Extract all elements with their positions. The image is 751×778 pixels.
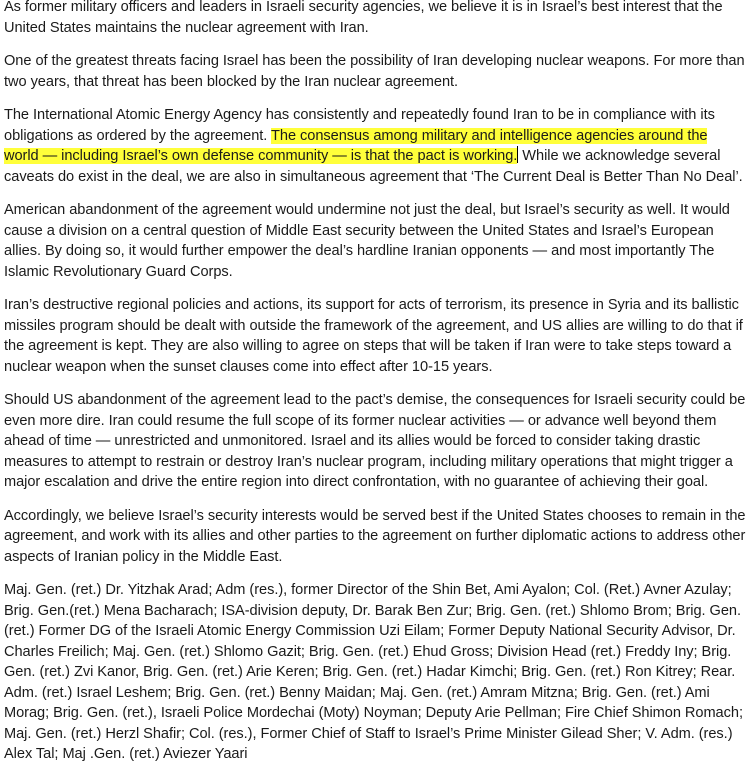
paragraph-abandonment: American abandonment of the agreement would undermine not just the deal, but Israel’s security as well. It would cause a division on a central question of Middle East security between the United States and Israel’s European allies. By doing so, it would further empower the deal’s hardline Iranian opponents — and most importantly The Islamic Revolutionary Guard Corps. — [4, 202, 730, 280]
paragraph-regional-policies: Iran’s destructive regional policies and actions, its support for acts of terrorism, its presence in Syria and its ballistic missiles program should be dealt with outside the framework of the agreement, and US allies are willing to do that if the agreement is kept. They are also willing to agree on steps that will be taken if Iran were to take steps toward a nuclear weapon when the sunset clauses come into effect after 10-15 years. — [4, 297, 743, 375]
paragraph-iaea-after: While we acknowledge several caveats do exist in the deal, we are also in simultaneous agreement that ‘The Current Deal is Better Than No Deal’. — [4, 148, 743, 185]
paragraph-signatories: Maj. Gen. (ret.) Dr. Yitzhak Arad; Adm (res.), former Director of the Shin Bet, Ami Ayalon; Col. (Ret.) Avner Azulay; Brig. Gen.(ret.) Mena Bacharach; ISA-division deputy, Dr. Barak Ben Zur; Brig. Gen. (ret.) Shlomo Brom; Brig. Gen. (ret.) Former DG of the Israeli Atomic Energy Commission Uzi Eilam; Former Deputy National Security Advisor, Dr. Charles Freilich; Maj. Gen. (ret.) Shlomo Gazit; Brig. Gen. (ret.) Ehud Gross; Division Head (ret.) Freddy Iny; Brig. Gen. (ret.) Zvi Kanor, Brig. Gen. (ret.) Arie Keren; Brig. Gen. (ret.) Hadar Kimchi; Brig. Gen. (ret.) Ron Kitrey; Rear. Adm. (ret.) Israel Leshem; Brig. Gen. (ret.) Benny Maidan; Maj. Gen. (ret.) Amram Mitzna; Brig. Gen. (ret.) Ami Morag; Brig. Gen. (ret.), Israeli Police Mordechai (Moty) Noyman; Deputy Arie Pellman; Fire Chief Shimon Romach; Maj. Gen. (ret.) Herzl Shafir; Col. (res.), Former Chief of Staff to Israel’s Prime Minister Gilead Sher; V. Adm. (res.) Alex Tal; Maj .Gen. (ret.) Aviezer Yaari — [4, 582, 743, 762]
paragraph-consequences: Should US abandonment of the agreement lead to the pact’s demise, the consequences for Israeli security could be even more dire. Iran could resume the full scope of its former nuclear activities — or advance well beyond them ahead of time — unrestricted and unmonitored. Israel and its allies would be forced to consider taking drastic measures to attempt to restrain or destroy Iran’s nuclear program, including military operations that might trigger a major escalation and drive the entire region into direct confrontation, with no guarantee of achieving their goal. — [4, 392, 746, 490]
paragraph-intro: As former military officers and leaders in Israeli security agencies, we believe it is in Israel’s best interest that the United States maintains the nuclear agreement with Iran. — [4, 0, 723, 36]
paragraph-iaea — [4, 105, 746, 187]
highlighted-text[interactable]: The consensus among military and intelligence agencies around the world — including Israel’s own defense community — is that the pact is working. — [4, 127, 708, 164]
paragraph-threat: One of the greatest threats facing Israel has been the possibility of Iran developing nuclear weapons. For more than two years, that threat has been blocked by the Iran nuclear agreement. — [4, 53, 745, 90]
document-body[interactable] — [4, 0, 746, 778]
paragraph-conclusion: Accordingly, we believe Israel’s security interests would be served best if the United States chooses to remain in the agreement, and work with its allies and other parties to the agreement on further diplomatic actions to address other aspects of Iranian policy in the Middle East. — [4, 507, 746, 565]
paragraph-iaea-before: The International Atomic Energy Agency has consistently and repeatedly found Iran to be in compliance with its obligations as ordered by the agreement. — [4, 107, 715, 144]
